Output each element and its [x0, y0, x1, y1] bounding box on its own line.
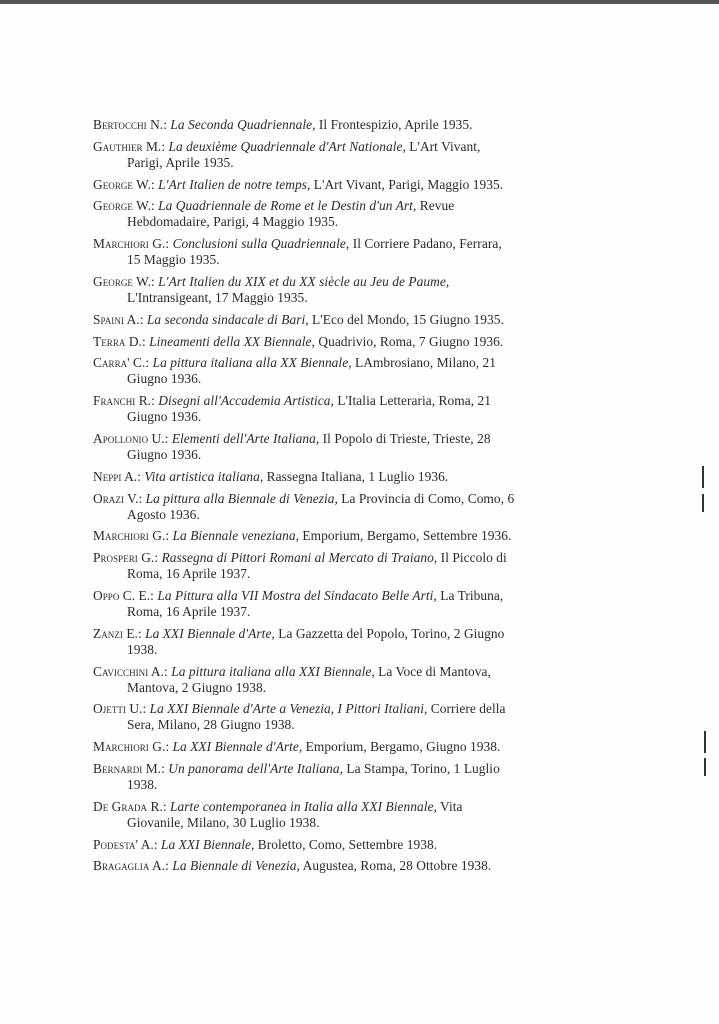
entry-publication: La Voce di Mantova, Mantova, 2 Giugno 1938.: [127, 663, 491, 695]
entry-title: Larte contemporanea in Italia alla XXI Biennale,: [170, 798, 437, 814]
entry-title: Vita artistica italiana,: [144, 468, 264, 484]
entry-author: Bernardi M.:: [93, 760, 165, 776]
margin-mark-2: [702, 494, 704, 512]
entry-author: Ojetti U.:: [93, 701, 147, 717]
entry-title: Elementi dell'Arte Italiana,: [171, 430, 320, 446]
entry-title: Rassegna di Pittori Romani al Mercato di Traiano,: [161, 550, 438, 566]
bibliography-entry: [93, 491, 518, 523]
entry-publication: L'Italia Letteraria, Roma, 21 Giugno 1936.: [127, 393, 492, 425]
entry-title: La XXI Biennale,: [161, 836, 255, 852]
bibliography-entry: [93, 664, 518, 696]
entry-title: La XXI Biennale d'Arte,: [172, 739, 303, 755]
entry-author: Prosperi G.:: [93, 550, 159, 566]
entry-author: Marchiori G.:: [93, 739, 170, 755]
entry-title: Conclusioni sulla Quadriennale,: [172, 236, 350, 252]
entry-title: La deuxième Quadriennale d'Art Nationale,: [168, 138, 406, 154]
entry-publication: Emporium, Bergamo, Giugno 1938.: [302, 739, 501, 755]
margin-mark-4: [704, 758, 706, 776]
top-edge-rule: [0, 0, 719, 4]
entry-author: Apollonio U.:: [93, 430, 169, 446]
entry-title: La Biennale veneziana,: [172, 528, 299, 544]
bibliography-entry: [93, 837, 518, 853]
entry-publication: La Gazzetta del Popolo, Torino, 2 Giugno 1938.: [127, 625, 505, 657]
entry-publication: L'Intransigeant, 17 Maggio 1935.: [127, 289, 308, 305]
entry-title: La Pittura alla VII Mostra del Sindacato Belle Arti,: [157, 587, 437, 603]
bibliography-entry: [93, 393, 518, 425]
entry-publication: Augustea, Roma, 28 Ottobre 1938.: [299, 858, 492, 874]
bibliography-entry: [93, 761, 518, 793]
entry-publication: L'Eco del Mondo, 15 Giugno 1935.: [308, 311, 504, 327]
entry-author: Orazi V.:: [93, 490, 143, 506]
entry-author: Franchi R.:: [93, 393, 155, 409]
entry-publication: Quadrivio, Roma, 7 Giugno 1936.: [314, 333, 504, 349]
entry-publication: Emporium, Bergamo, Settembre 1936.: [298, 528, 512, 544]
entry-title: La pittura italiana alla XXI Biennale,: [171, 663, 375, 679]
entry-publication: L'Art Vivant, Parigi, Maggio 1935.: [310, 176, 504, 192]
bibliography-entry: [93, 198, 518, 230]
entry-title: L'Art Italien du XIX et du XX siècle au Jeu de Paume,: [158, 273, 450, 289]
entry-publication: Vita Giovanile, Milano, 30 Luglio 1938.: [127, 798, 463, 830]
entry-author: Oppo C. E.:: [93, 587, 154, 603]
entry-title: Lineamenti della XX Biennale,: [149, 333, 315, 349]
entry-author: Zanzi E.:: [93, 625, 142, 641]
bibliography-entry: [93, 626, 518, 658]
entry-publication: Il Popolo di Trieste, Trieste, 28 Giugno 1936.: [127, 430, 491, 462]
entry-author: Bragaglia A.:: [93, 858, 169, 874]
entry-author: Bertocchi N.:: [93, 117, 167, 132]
bibliography-entry: [93, 799, 518, 831]
entry-author: Neppi A.:: [93, 468, 141, 484]
entry-author: Terra D.:: [93, 333, 146, 349]
entry-author: De Grada R.:: [93, 798, 167, 814]
entry-author: Marchiori G.:: [93, 236, 170, 252]
entry-publication: Corriere della Sera, Milano, 28 Giugno 1938.: [127, 701, 506, 733]
entry-title: La Seconda Quadriennale,: [170, 117, 316, 132]
entry-title: Disegni all'Accademia Artistica,: [158, 393, 334, 409]
entry-title: Un panorama dell'Arte Italiana,: [168, 760, 344, 776]
bibliography-entry: [93, 858, 518, 874]
bibliography-entry: [93, 355, 518, 387]
bibliography-entry: [93, 469, 518, 485]
entry-publication: LAmbrosiano, Milano, 21 Giugno 1936.: [127, 355, 496, 387]
entry-title: La Quadriennale de Rome et le Destin d'un Art,: [158, 198, 417, 214]
bibliography-entry: [93, 117, 518, 133]
margin-mark-1: [702, 466, 704, 488]
entry-title: La pittura italiana alla XX Biennale,: [152, 355, 352, 371]
entry-publication: Il Piccolo di Roma, 16 Aprile 1937.: [127, 550, 507, 582]
bibliography-entry: [93, 701, 518, 733]
entry-author: George W.:: [93, 198, 155, 214]
entry-publication: La Tribuna, Roma, 16 Aprile 1937.: [127, 587, 504, 619]
bibliography-entry: [93, 334, 518, 350]
margin-mark-3: [704, 731, 706, 753]
entry-author: Marchiori G.:: [93, 528, 170, 544]
entry-publication: La Stampa, Torino, 1 Luglio 1938.: [127, 760, 500, 792]
entry-publication: Broletto, Como, Settembre 1938.: [254, 836, 438, 852]
bibliography-entry: [93, 550, 518, 582]
entry-author: Spaini A.:: [93, 311, 144, 327]
entry-author: Podesta' A.:: [93, 836, 158, 852]
entry-title: La pittura alla Biennale di Venezia,: [145, 490, 338, 506]
entry-title: La Biennale di Venezia,: [172, 858, 300, 874]
entry-publication: La Provincia di Como, Como, 6 Agosto 1936.: [127, 490, 515, 522]
entry-title: L'Art Italien de notre temps,: [158, 176, 311, 192]
bibliography-entry: [93, 177, 518, 193]
entry-publication: L'Art Vivant, Parigi, Aprile 1935.: [127, 138, 481, 170]
entry-title: La XXI Biennale d'Arte,: [145, 625, 275, 641]
bibliography-entry: [93, 588, 518, 620]
entry-author: George W.:: [93, 273, 155, 289]
entry-publication: Rassegna Italiana, 1 Luglio 1936.: [263, 468, 449, 484]
entry-author: Carra' C.:: [93, 355, 150, 371]
entry-publication: Revue Hebdomadaire, Parigi, 4 Maggio 1935.: [127, 198, 455, 230]
bibliography-entry: [93, 431, 518, 463]
bibliography-entry: [93, 528, 518, 544]
entry-author: Cavicchini A.:: [93, 663, 168, 679]
bibliography-entry: [93, 139, 518, 171]
entry-author: George W.:: [93, 176, 155, 192]
entry-publication: Il Corriere Padano, Ferrara, 15 Maggio 1935.: [127, 236, 502, 268]
bibliography-entry: [93, 739, 518, 755]
entry-title: La seconda sindacale di Bari,: [146, 311, 309, 327]
entry-publication: Il Frontespizio, Aprile 1935.: [315, 117, 473, 132]
bibliography-list: [93, 117, 518, 880]
entry-author: Gauthier M.:: [93, 138, 166, 154]
bibliography-entry: [93, 274, 518, 306]
bibliography-entry: [93, 312, 518, 328]
bibliography-entry: [93, 236, 518, 268]
entry-title: La XXI Biennale d'Arte a Venezia, I Pittori Italiani,: [149, 701, 428, 717]
